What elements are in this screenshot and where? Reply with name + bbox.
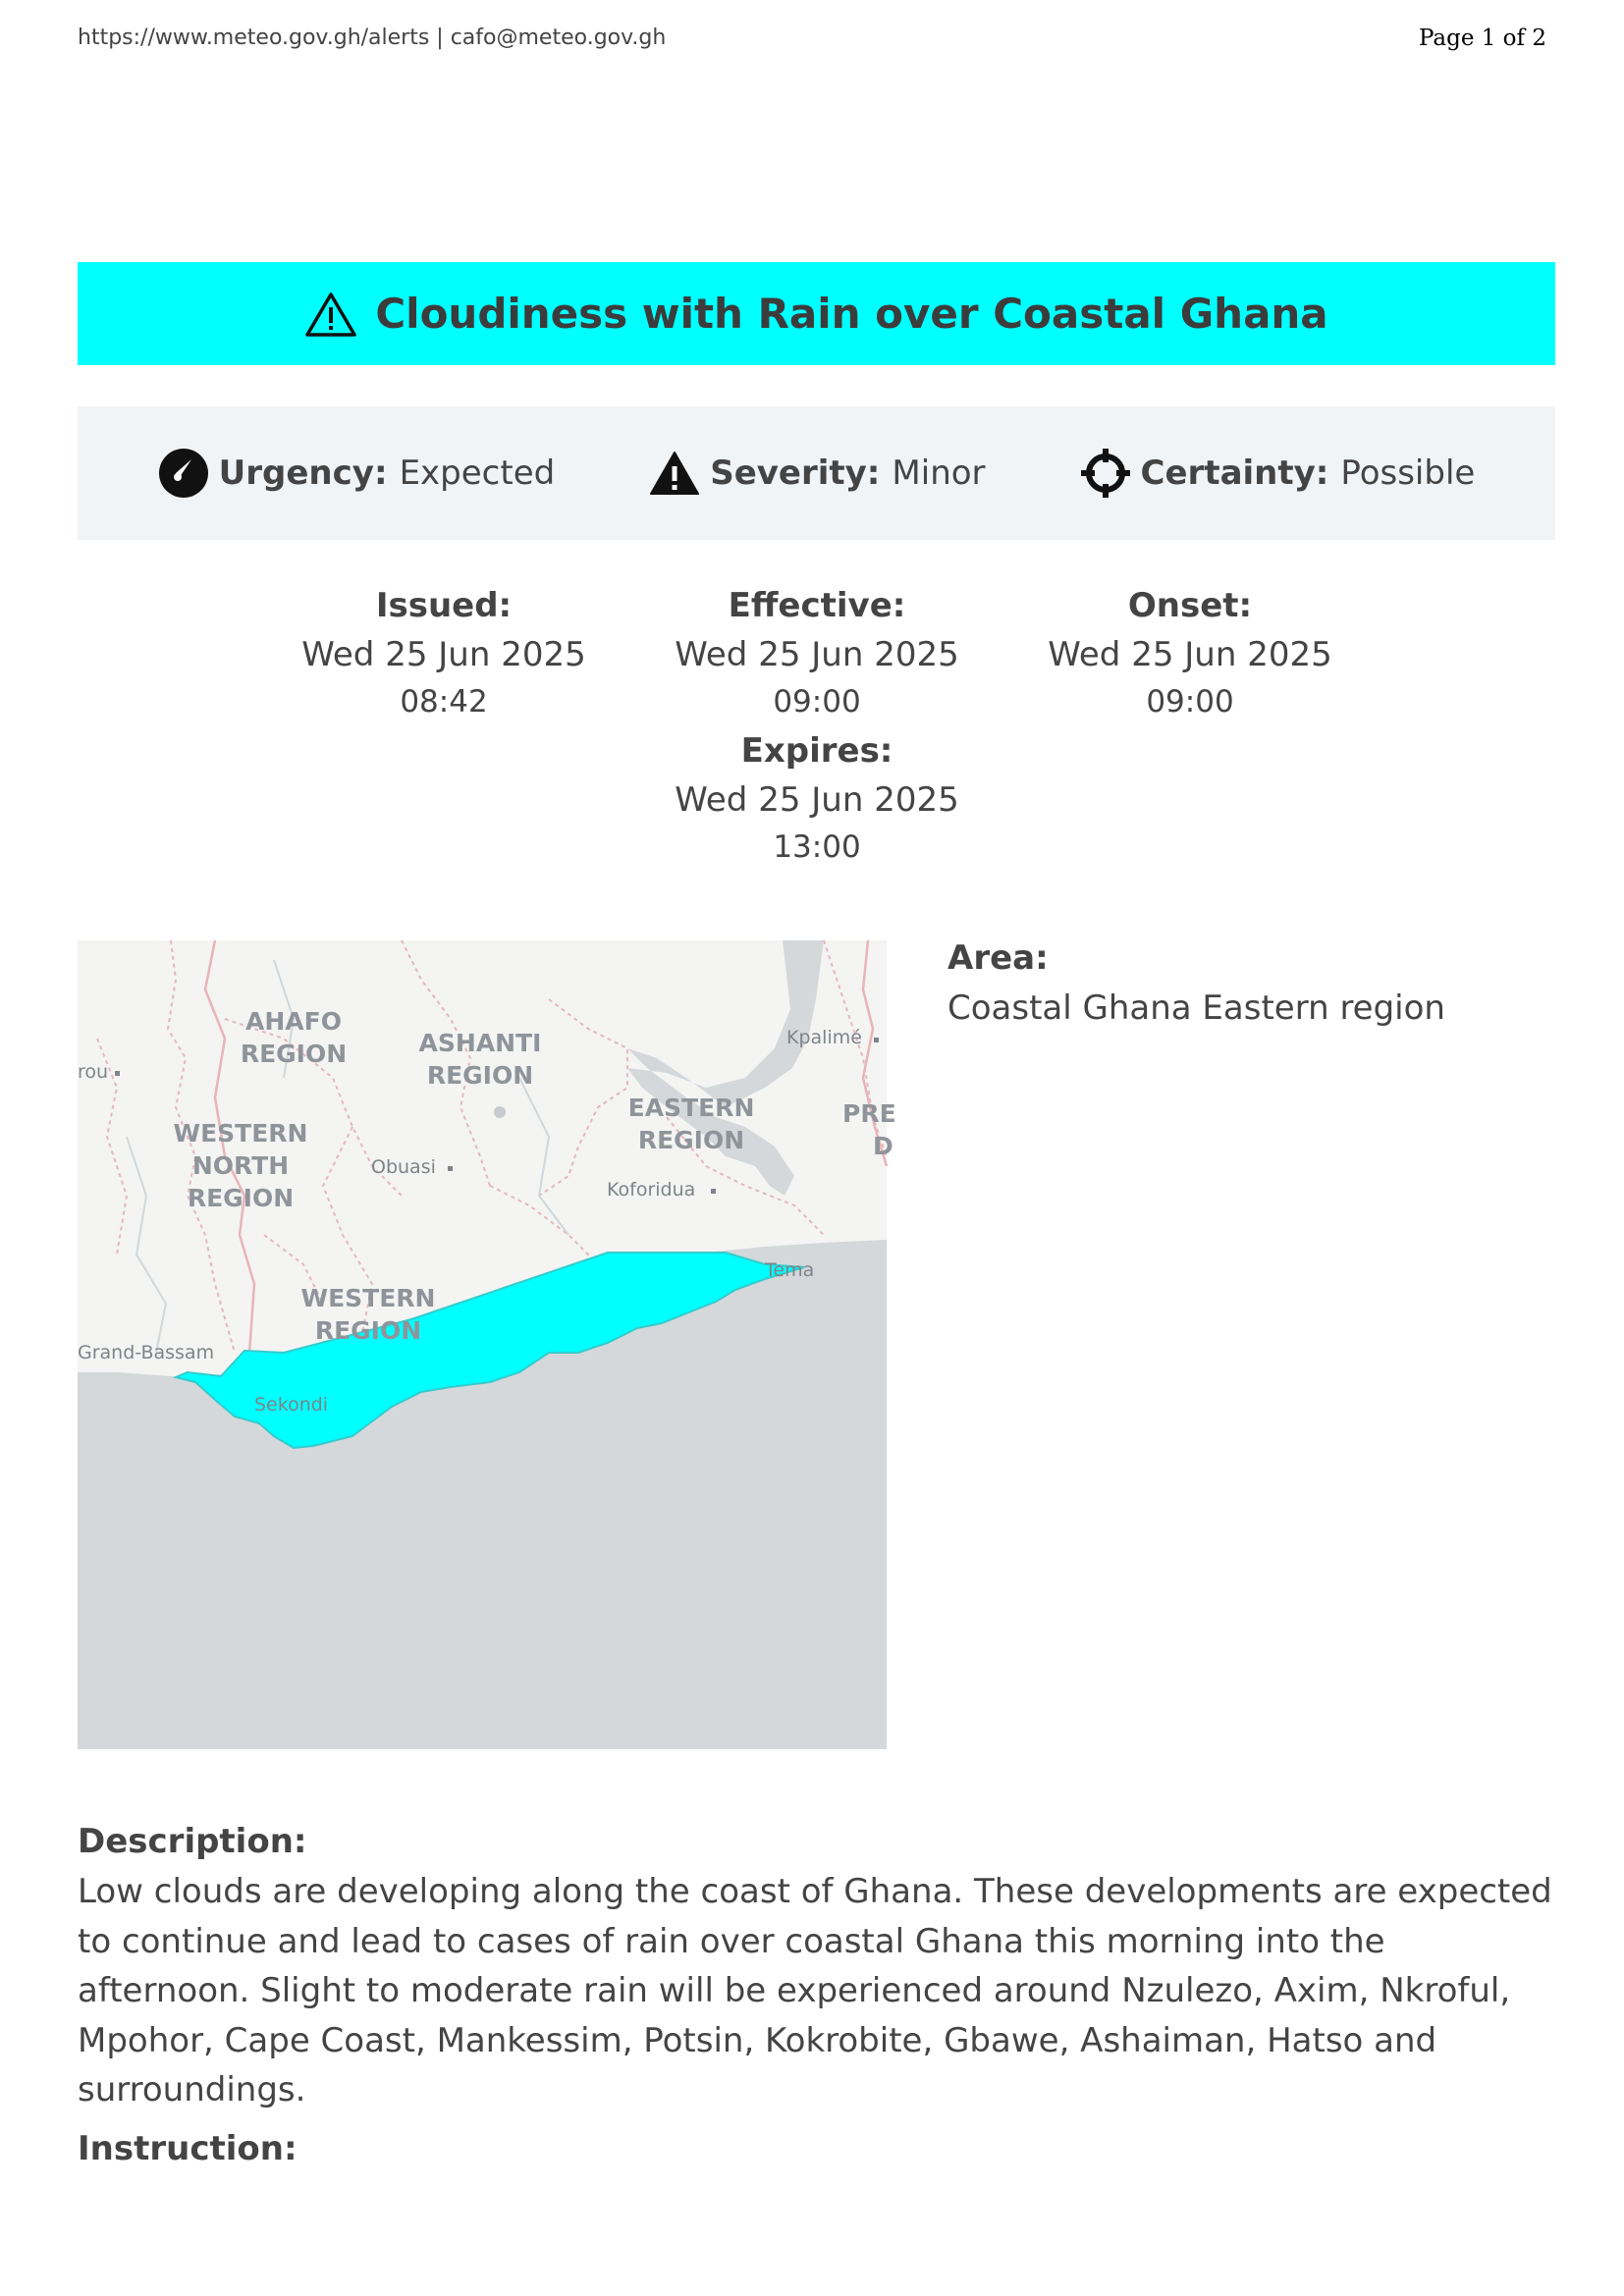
- severity-value: Minor: [892, 454, 986, 493]
- severity-status: [649, 448, 985, 499]
- svg-text:REGION: REGION: [426, 1061, 534, 1090]
- effective-date: Wed 25 Jun 2025: [675, 635, 959, 674]
- description-text: Low clouds are developing along the coast of Ghana. These developments are expected to continue and lead to cases of rain over coastal Ghana this morning into the afternoon. Slight to moderate rain will be experienced around Nzulezo, Axim, Nkroful, Mpohor, Cape Coast, Mankessim, Potsin, Kokrobite, Gbawe, Ashaiman, Hatso and surroundings.: [78, 1872, 1552, 2109]
- area-value: Coastal Ghana Eastern region: [947, 988, 1445, 1028]
- svg-text:REGION: REGION: [187, 1184, 295, 1212]
- svg-text:rou: rou: [78, 1061, 109, 1083]
- area-label: Area:: [947, 938, 1049, 978]
- svg-text:D: D: [873, 1132, 893, 1160]
- issued-block: [257, 581, 630, 724]
- clock-icon: [158, 448, 209, 499]
- svg-text:PRE: PRE: [842, 1099, 896, 1128]
- alert-title-banner: [78, 262, 1555, 365]
- effective-block: [630, 581, 1003, 724]
- issued-time: 08:42: [400, 684, 488, 720]
- warning-icon: [649, 448, 700, 499]
- crosshair-icon: [1080, 448, 1131, 499]
- onset-date: Wed 25 Jun 2025: [1048, 635, 1332, 674]
- certainty-label: Certainty:: [1140, 454, 1329, 493]
- page-number: Page 1 of 2: [1418, 26, 1546, 51]
- expires-block: [630, 726, 1003, 870]
- onset-block: [1003, 581, 1377, 724]
- urgency-value: Expected: [399, 454, 556, 493]
- certainty-status: [1080, 448, 1476, 499]
- instruction-label: Instruction:: [78, 2129, 298, 2168]
- urgency-label: Urgency:: [218, 454, 388, 493]
- svg-text:Grand-Bassam: Grand-Bassam: [78, 1342, 215, 1363]
- svg-text:ASHANTI: ASHANTI: [418, 1029, 542, 1057]
- svg-text:WESTERN: WESTERN: [173, 1119, 308, 1148]
- svg-text:REGION: REGION: [314, 1316, 422, 1345]
- effective-label: Effective:: [728, 586, 906, 625]
- page-header-url: https://www.meteo.gov.gh/alerts | cafo@meteo.gov.gh: [78, 26, 667, 50]
- warning-triangle-icon: [304, 291, 357, 338]
- svg-text:NORTH: NORTH: [191, 1151, 290, 1180]
- svg-text:Obuasi: Obuasi: [371, 1156, 436, 1178]
- svg-text:REGION: REGION: [240, 1040, 348, 1068]
- issued-label: Issued:: [375, 586, 513, 625]
- effective-time: 09:00: [773, 684, 861, 720]
- certainty-value: Possible: [1340, 454, 1476, 493]
- map-canvas: [78, 940, 896, 1749]
- severity-label: Severity:: [710, 454, 881, 493]
- svg-text:WESTERN: WESTERN: [300, 1284, 436, 1312]
- svg-text:Koforidua: Koforidua: [607, 1179, 696, 1201]
- onset-label: Onset:: [1127, 586, 1253, 625]
- issued-date: Wed 25 Jun 2025: [301, 635, 586, 674]
- onset-time: 09:00: [1146, 684, 1234, 720]
- expires-time: 13:00: [773, 829, 861, 865]
- svg-text:EASTERN: EASTERN: [627, 1094, 755, 1122]
- svg-text:Kpalimé: Kpalimé: [786, 1027, 862, 1048]
- description-label: Description:: [78, 1822, 307, 1861]
- svg-text:REGION: REGION: [637, 1126, 745, 1154]
- expires-date: Wed 25 Jun 2025: [675, 780, 959, 820]
- svg-text:Tema: Tema: [765, 1259, 815, 1281]
- expires-label: Expires:: [740, 731, 893, 771]
- urgency-status: [158, 448, 556, 499]
- svg-text:Sekondi: Sekondi: [254, 1394, 329, 1415]
- status-bar: [78, 406, 1555, 540]
- alert-area-map: [78, 940, 896, 1749]
- alert-title: Cloudiness with Rain over Coastal Ghana: [375, 290, 1328, 338]
- svg-text:AHAFO: AHAFO: [245, 1007, 342, 1036]
